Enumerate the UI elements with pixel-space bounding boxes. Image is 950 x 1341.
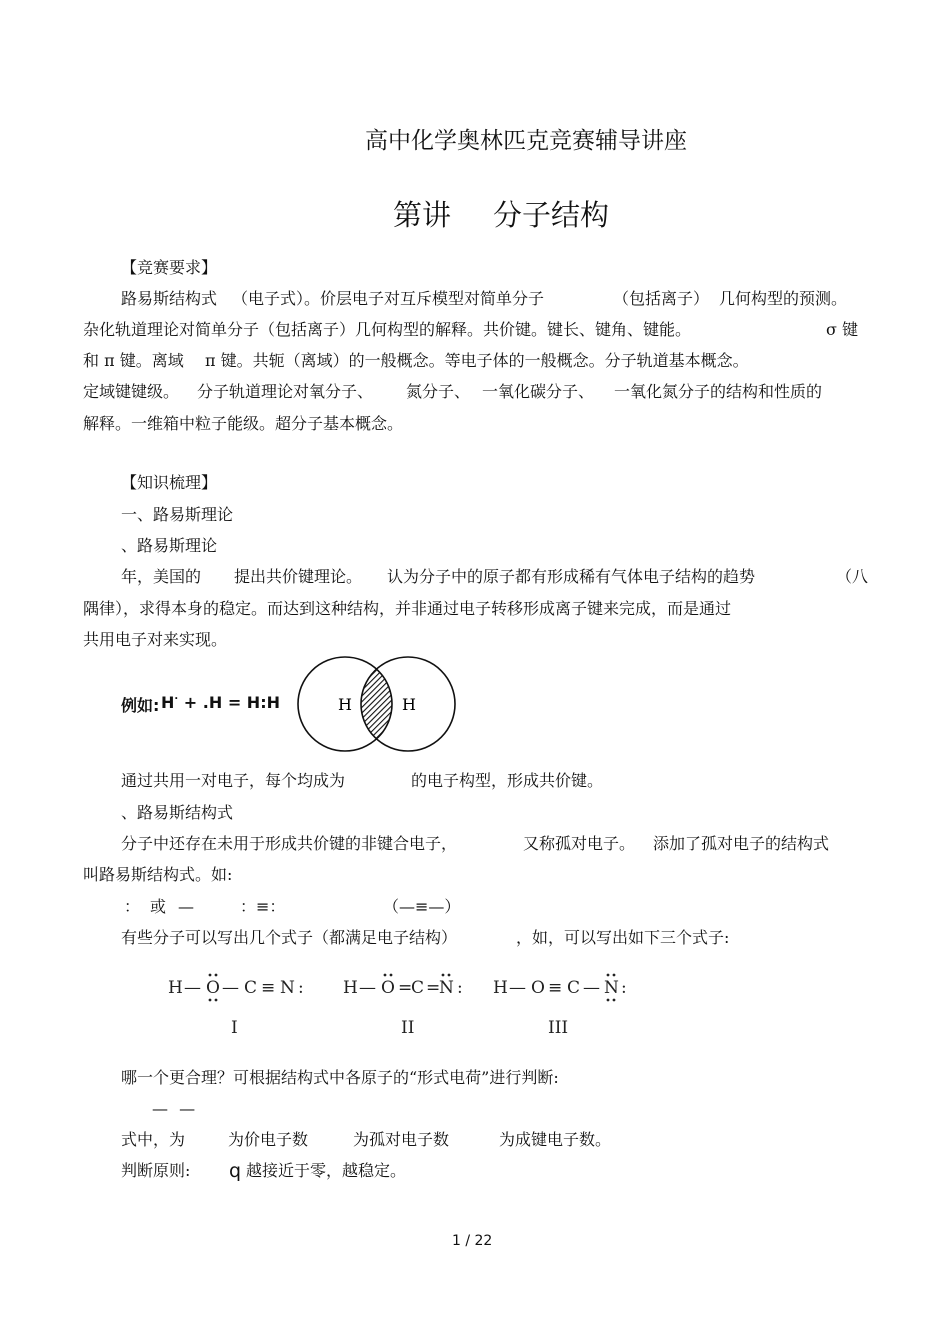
- para2-b: 的电子构型，形成共价键。: [411, 771, 604, 790]
- s2-h: H: [343, 978, 358, 998]
- s1-h: H: [168, 978, 183, 998]
- para7-q: q: [229, 1160, 242, 1182]
- para1-l1d: （八: [836, 567, 869, 586]
- s3-bond3: —: [583, 978, 600, 998]
- s1-bond3: ≡: [261, 978, 276, 998]
- para3-l1b: 又称孤对电子。: [523, 834, 636, 853]
- req-line-1b: （电子式）。价层电子对互斥模型对简单分子: [232, 289, 545, 308]
- symbol-triple-paren: （—≡—）: [383, 897, 461, 916]
- symbol-dash: —: [178, 897, 194, 916]
- req-line-4d: 一氧化碳分子、: [482, 382, 595, 401]
- course-title: 高中化学奥林匹克竞赛辅导讲座: [365, 128, 687, 154]
- para1-l1a: 年，美国的: [121, 567, 202, 586]
- s1-label: I: [231, 1018, 238, 1038]
- para4-a: 有些分子可以写出几个式子（都满足电子结构）: [121, 928, 458, 947]
- para6-c: 为孤对电子数: [353, 1130, 450, 1149]
- para7-b: 越接近于零，越稳定。: [246, 1161, 407, 1180]
- para7-a: 判断原则:: [121, 1161, 191, 1180]
- example-prefix: 例如:: [121, 696, 160, 715]
- s3-n: N: [604, 978, 619, 998]
- para3-l1a: 分子中还存在未用于形成共价键的非键合电子，: [121, 834, 458, 853]
- s3-bond2: ≡: [548, 978, 563, 998]
- s1-bond1: —: [184, 978, 201, 998]
- knowledge-heading: 【知识梳理】: [121, 473, 218, 492]
- req-line-1d: 几何构型的预测。: [719, 289, 848, 308]
- symbol-triple: ：≡：: [240, 897, 286, 916]
- structure-II: [343, 974, 463, 1038]
- s2-bond2: =: [398, 978, 413, 998]
- para3-l2: 叫路易斯结构式。如:: [83, 865, 233, 884]
- para1-l1c: 认为分子中的原子都有形成稀有气体电子结构的趋势: [387, 567, 756, 586]
- subsection-heading-2: 、路易斯结构式: [121, 803, 234, 822]
- lecture-topic: 分子结构: [493, 198, 610, 232]
- para1-l2: 隅律），求得本身的稳定。而达到这种结构，并非通过电子转移形成离子键来完成，而是通过: [83, 599, 732, 618]
- s1-lone-pair: :: [298, 978, 304, 998]
- structure-III: [493, 974, 627, 1038]
- s3-label: III: [548, 1018, 569, 1038]
- s1-bond2: —: [222, 978, 239, 998]
- para1-l3: 共用电子对来实现。: [83, 630, 228, 649]
- para3-l1c: 添加了孤对电子的结构式: [653, 834, 830, 853]
- para6-a: 式中，为: [121, 1130, 186, 1149]
- para1-l1b: 提出共价键理论。: [234, 567, 363, 586]
- symbol-or: 或: [150, 897, 167, 916]
- s3-c: C: [567, 978, 581, 998]
- para5: 哪一个更合理？可根据结构式中各原子的“形式电荷”进行判断:: [121, 1068, 559, 1087]
- orbital-overlap-diagram: [290, 654, 465, 759]
- req-line-1c: （包括离子）: [613, 289, 710, 308]
- lecture-label: 第讲: [393, 198, 452, 232]
- s1-o: O: [206, 978, 220, 998]
- req-line-1a: 路易斯结构式: [121, 289, 218, 308]
- s1-n: N: [280, 978, 295, 998]
- req-line-4a: 定域键键级。: [83, 382, 180, 401]
- s2-lone-pair: :: [457, 978, 463, 998]
- s2-c: C: [411, 978, 425, 998]
- s3-bond1: —: [509, 978, 526, 998]
- req-line-3a: 和 π 键。离域: [83, 351, 184, 370]
- s2-bond3: =: [426, 978, 441, 998]
- req-line-3b: π 键。共轭（离域）的一般概念。等电子体的一般概念。分子轨道基本概念。: [205, 351, 749, 370]
- para6-d: 为成键电子数。: [499, 1130, 612, 1149]
- page-number: 1 / 22: [452, 1233, 493, 1249]
- example-equation: H· + .H = H:H: [161, 693, 280, 712]
- requirements-heading: 【竞赛要求】: [121, 258, 218, 277]
- formula-dashes: — —: [152, 1099, 196, 1118]
- req-line-4c: 氮分子、: [406, 382, 471, 401]
- eq-result: H:H: [246, 693, 280, 712]
- eq-plus: +: [183, 693, 198, 712]
- s1-c: C: [244, 978, 258, 998]
- eq-h1: H: [161, 693, 175, 712]
- req-line-2a: 杂化轨道理论对简单分子（包括离子）几何构型的解释。共价键。键长、键角、键能。: [83, 320, 692, 339]
- eq-h2: .H: [202, 693, 223, 712]
- s2-o: O: [381, 978, 395, 998]
- left-circle-label: H: [338, 695, 352, 714]
- section-heading-1: 一、路易斯理论: [121, 505, 234, 524]
- symbol-colon: ：: [124, 897, 141, 916]
- para2-a: 通过共用一对电子，每个均成为: [121, 771, 346, 790]
- structure-I: [168, 974, 304, 1038]
- req-line-4b: 分子轨道理论对氧分子、: [197, 382, 374, 401]
- subsection-heading-1: 、路易斯理论: [121, 536, 218, 555]
- req-line-4e: 一氧化氮分子的结构和性质的: [614, 382, 823, 401]
- resonance-structures: [160, 966, 640, 1041]
- s2-n: N: [439, 978, 454, 998]
- s3-h: H: [493, 978, 508, 998]
- s2-label: II: [401, 1018, 415, 1038]
- s3-o: O: [531, 978, 545, 998]
- s3-lone-pair: :: [621, 978, 627, 998]
- right-circle-label: H: [402, 695, 416, 714]
- req-line-5: 解释。一维箱中粒子能级。超分子基本概念。: [83, 414, 404, 433]
- req-line-2b: σ 键: [826, 320, 859, 339]
- s2-bond1: —: [359, 978, 376, 998]
- eq-equals: =: [227, 693, 242, 712]
- para4-b: ，如，可以写出如下三个式子:: [516, 928, 730, 947]
- para6-b: 为价电子数: [228, 1130, 309, 1149]
